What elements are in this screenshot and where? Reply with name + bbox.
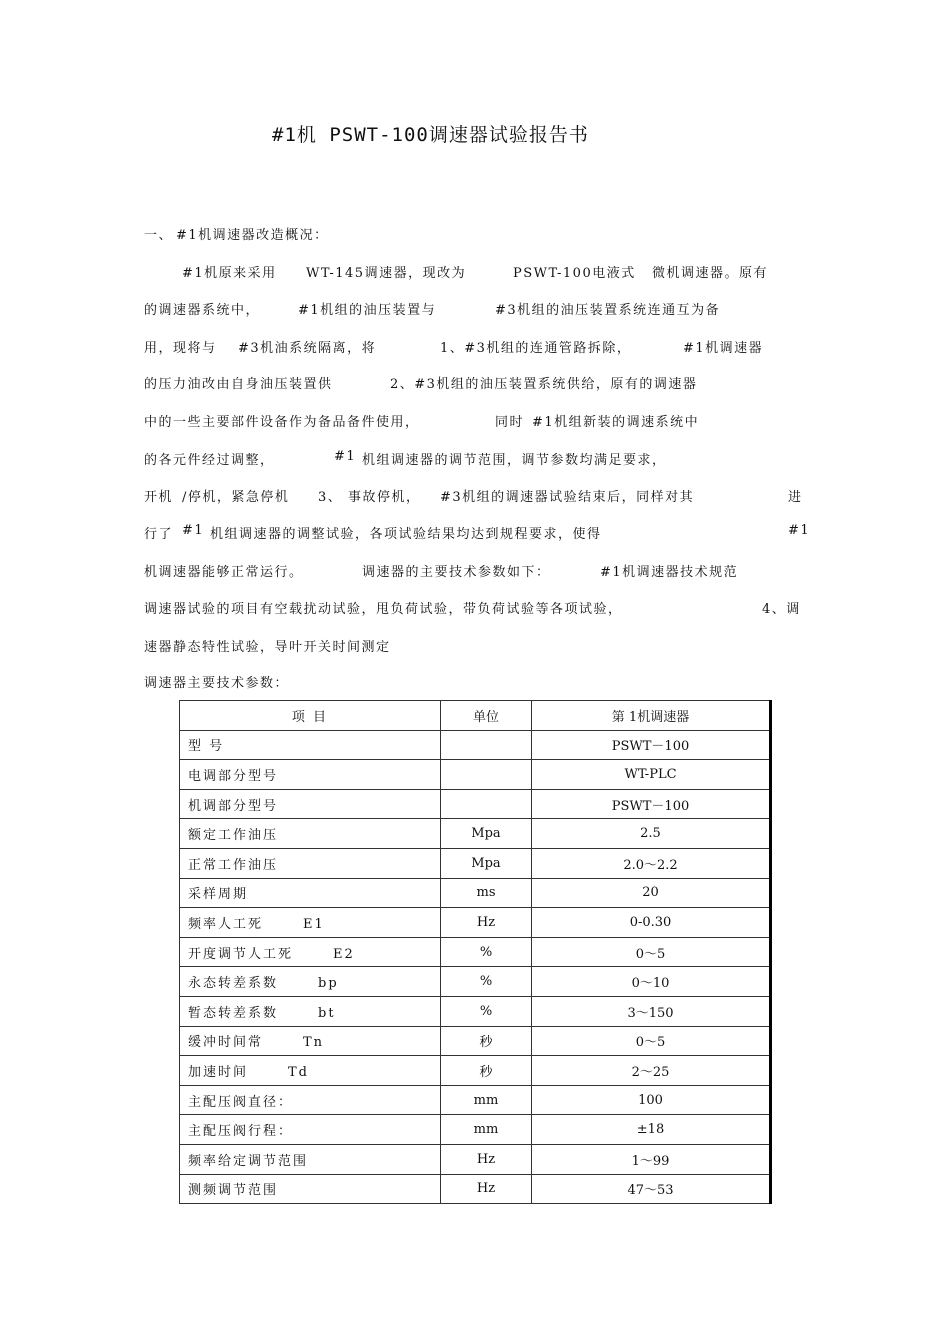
parameter-table [179,700,772,1204]
param-name-text: 正常工作油压 [188,857,279,873]
param-name-text: 测频调节范围 [188,1183,279,1199]
param-unit: % [441,967,532,997]
table-row [180,1144,771,1174]
param-name-text: 电调部分型号 [188,768,279,784]
param-name [180,1085,441,1115]
param-name [180,1174,441,1204]
param-value: 1～99 [532,1144,771,1174]
table-row [180,908,771,938]
header-item: 项 目 [180,701,441,731]
param-unit: Hz [441,1144,532,1174]
table-caption: 调速器主要技术参数： [144,676,290,691]
table-header-row [180,701,771,731]
param-name [180,996,441,1026]
text-segment: 3、 [318,490,343,505]
paragraph-line [0,486,950,506]
param-symbol: E1 [303,916,325,932]
text-segment: #1机组的油压装置与 [298,303,437,318]
param-name-text: 加速时间 [188,1064,249,1080]
text-segment: 机组调速器的调节范围，调节参数均满足要求， [362,453,667,468]
table-row [180,789,771,819]
param-value: 2.0～2.2 [532,848,771,878]
param-name [180,937,441,967]
text-segment: 中的一些主要部件设备作为备品备件使用， [144,415,420,430]
param-name-text: 机调部分型号 [188,798,279,814]
paragraph-line [0,523,950,543]
table-row [180,848,771,878]
text-segment: 机调速器能够正常运行。 [144,565,304,580]
table-row [180,1026,771,1056]
table-row [180,730,771,760]
text-segment: #3机组的油压装置系统连通互为备 [495,303,721,318]
param-name [180,908,441,938]
param-value: 0-0.30 [532,908,771,938]
param-symbol: E2 [333,946,355,962]
param-name [180,1115,441,1145]
param-unit [441,789,532,819]
text-segment: WT-145调速器，现改为 [306,266,467,281]
text-segment: PSWT-100电液式 [513,266,636,281]
param-unit: Hz [441,908,532,938]
param-name-text: 开度调节人工死 [188,946,294,962]
paragraph-line [0,299,950,319]
text-segment: 速器静态特性试验，导叶开关时间测定 [144,640,391,655]
param-value: ±18 [532,1115,771,1145]
paragraph-line [0,449,950,469]
table-row [180,967,771,997]
param-name-text: 型 号 [188,739,225,755]
param-name [180,760,441,790]
param-value: 0～10 [532,967,771,997]
param-unit: 秒 [441,1026,532,1056]
param-name [180,1026,441,1056]
table-row [180,819,771,849]
param-name [180,730,441,760]
param-value: PSWT－100 [532,730,771,760]
text-segment: #1机原来采用 [182,266,277,281]
param-name-text: 采样周期 [188,887,249,903]
param-value: 100 [532,1085,771,1115]
param-name [180,848,441,878]
param-value: 2.5 [532,819,771,849]
param-unit [441,730,532,760]
param-unit [441,760,532,790]
param-name [180,1056,441,1086]
text-segment: 进 [788,490,803,505]
param-value: 20 [532,878,771,908]
table-row [180,1115,771,1145]
param-value: 3～150 [532,996,771,1026]
param-symbol: Tn [303,1035,325,1051]
param-unit: ms [441,878,532,908]
header-value: 第 1机调速器 [532,701,771,731]
param-symbol: bp [318,976,339,992]
param-name-text: 频率给定调节范围 [188,1153,309,1169]
param-value: 2～25 [532,1056,771,1086]
text-segment: #3机组的调速器试验结束后，同样对其 [440,490,695,505]
text-segment: 调速器试验的项目有空载扰动试验，甩负荷试验，带负荷试验等各项试验， [144,602,623,617]
param-value: PSWT－100 [532,789,771,819]
param-unit: mm [441,1085,532,1115]
text-segment: 微机调速器。原有 [652,266,769,281]
paragraph-line [0,561,950,581]
text-segment: 行了 [144,527,174,542]
param-name [180,789,441,819]
text-segment: 的各元件经过调整， [144,453,275,468]
param-unit: % [441,937,532,967]
param-name [180,878,441,908]
param-name [180,967,441,997]
param-unit: % [441,996,532,1026]
paragraph-line [0,224,950,244]
param-name-text: 主配压阀行程： [188,1124,294,1140]
param-name-text: 频率人工死 [188,916,264,932]
text-segment: 的调速器系统中， [144,303,261,318]
param-name [180,1144,441,1174]
text-segment: 开机 [144,490,174,505]
table-row [180,760,771,790]
text-segment: #1 [182,523,205,538]
text-segment: #1机组新装的调速系统中 [532,415,700,430]
text-segment: 4、调 [762,602,801,617]
text-segment: #1机调速器 [683,341,764,356]
table-row [180,937,771,967]
param-name-text: 缓冲时间常 [188,1035,264,1051]
param-unit: Hz [441,1174,532,1204]
text-segment: 同时 [495,415,525,430]
param-symbol: Td [288,1064,310,1080]
table-row [180,878,771,908]
param-name-text: 主配压阀直径： [188,1094,294,1110]
table-row [180,1056,771,1086]
page-title: #1机 PSWT-100调速器试验报告书 [272,124,589,146]
text-segment: 用，现将与 [144,341,217,356]
text-segment: /停机，紧急停机 [182,490,290,505]
paragraph-line [0,598,950,618]
paragraph-line [0,636,950,656]
param-symbol: bt [318,1005,336,1021]
header-unit: 单位 [441,701,532,731]
text-segment: 1、#3机组的连通管路拆除， [440,341,632,356]
param-value: 47～53 [532,1174,771,1204]
text-segment: #1 [334,449,357,464]
text-segment: 2、#3机组的油压装置系统供给，原有的调速器 [390,377,698,392]
text-segment: 调速器的主要技术参数如下： [362,565,551,580]
param-value: 0～5 [532,937,771,967]
text-segment: #1机调速器改造概况： [176,228,329,243]
table-row [180,1174,771,1204]
text-segment: 事故停机， [348,490,421,505]
param-unit: 秒 [441,1056,532,1086]
paragraph-line [0,262,950,282]
param-name [180,819,441,849]
param-name-text: 额定工作油压 [188,828,279,844]
param-unit: Mpa [441,848,532,878]
text-segment: #3机油系统隔离，将 [238,341,377,356]
paragraph-line [0,411,950,431]
param-unit: mm [441,1115,532,1145]
text-segment: #1 [788,523,811,538]
text-segment: 机组调速器的调整试验，各项试验结果均达到规程要求，使得 [210,527,602,542]
table-row [180,996,771,1026]
param-name-text: 永态转差系数 [188,976,279,992]
param-name-text: 暂态转差系数 [188,1005,279,1021]
text-segment: #1机调速器技术规范 [600,565,739,580]
paragraph-line [0,373,950,393]
param-unit: Mpa [441,819,532,849]
param-value: WT-PLC [532,760,771,790]
text-segment: 一、 [144,228,174,243]
param-value: 0～5 [532,1026,771,1056]
table-row [180,1085,771,1115]
paragraph-line [0,337,950,357]
text-segment: 的压力油改由自身油压装置供 [144,377,333,392]
